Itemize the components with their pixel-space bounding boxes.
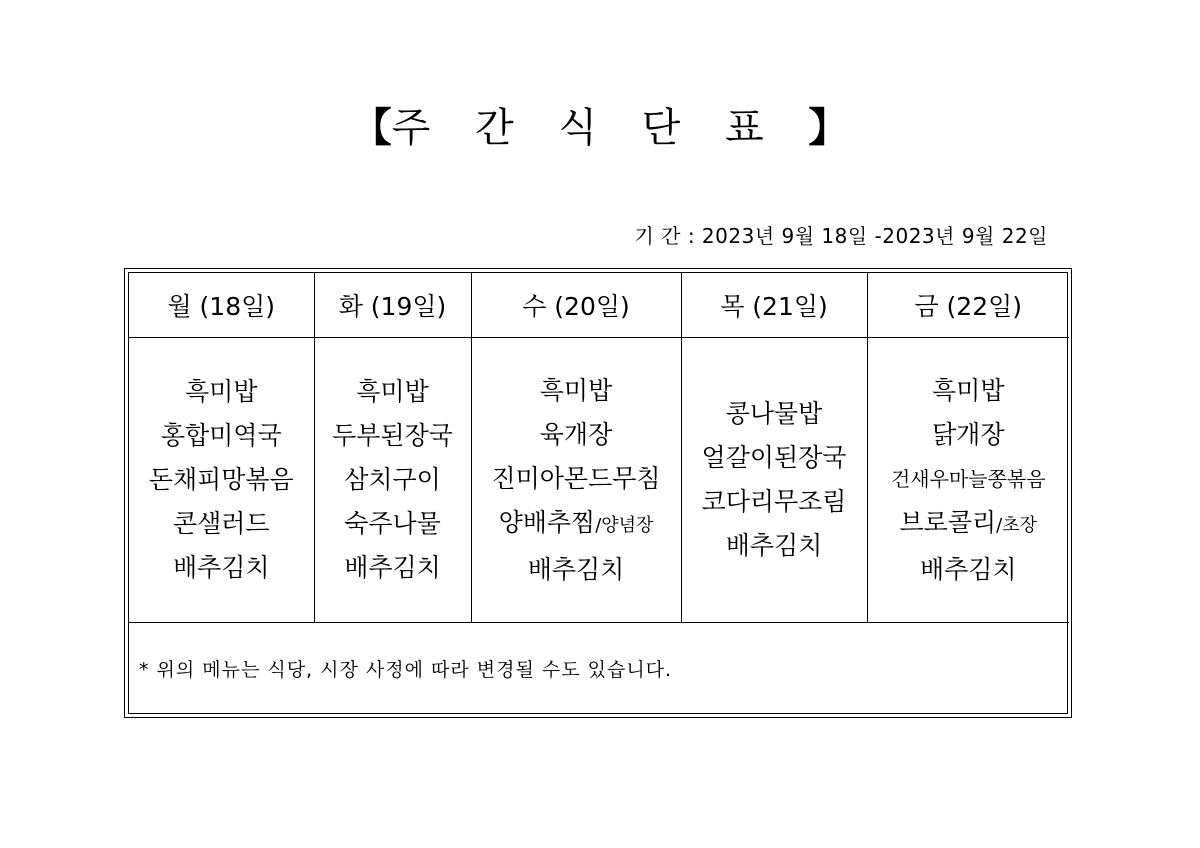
menu-cell-wed xyxy=(471,338,681,623)
menu-item: 삼치구이 xyxy=(344,465,441,494)
menu-list-tue xyxy=(315,370,471,590)
page-title xyxy=(0,96,1200,153)
menu-list-fri xyxy=(868,369,1070,592)
menu-item xyxy=(472,501,681,548)
title-bracket-close: 】 xyxy=(808,105,849,151)
menu-item: 흑미밥 xyxy=(932,375,1005,405)
menu-item: 배추김치 xyxy=(527,554,625,584)
menu-item-main: 양배추찜 xyxy=(498,507,596,537)
menu-list-thu xyxy=(682,392,867,568)
menu-item: 얼갈이된장국 xyxy=(701,443,847,472)
title-bracket-open: 【 xyxy=(351,105,392,151)
menu-item: 홍합미역국 xyxy=(160,421,282,450)
menu-item: 콘샐러드 xyxy=(172,509,270,538)
day-header-mon: 월 (18일) xyxy=(129,273,314,338)
menu-item-sauce: /초장 xyxy=(996,514,1037,536)
menu-row xyxy=(129,338,1069,623)
note-row xyxy=(129,623,1069,714)
menu-item xyxy=(868,501,1070,548)
menu-item: 코다리무조림 xyxy=(701,487,847,516)
menu-item: 닭개장 xyxy=(932,419,1005,449)
day-header-wed: 수 (20일) xyxy=(471,273,681,338)
menu-item: 흑미밥 xyxy=(356,377,429,406)
menu-item: 육개장 xyxy=(539,419,613,449)
day-header-fri: 금 (22일) xyxy=(867,273,1069,338)
menu-item-sauce: /양념장 xyxy=(595,514,654,536)
menu-change-note: * 위의 메뉴는 식당, 시장 사정에 따라 변경될 수도 있습니다. xyxy=(129,623,1069,714)
menu-item: 배추김치 xyxy=(919,554,1017,584)
menu-cell-tue xyxy=(314,338,471,623)
menu-item: 배추김치 xyxy=(725,531,823,560)
menu-item: 콩나물밥 xyxy=(725,399,823,428)
menu-item: 흑미밥 xyxy=(539,375,613,405)
menu-table-frame xyxy=(124,268,1072,718)
menu-table-inner xyxy=(128,272,1068,714)
day-header-tue: 화 (19일) xyxy=(314,273,471,338)
menu-item: 흑미밥 xyxy=(185,377,258,406)
title-text: 주 간 식 단 표 xyxy=(391,105,780,151)
menu-list-wed xyxy=(472,369,681,592)
menu-cell-fri xyxy=(867,338,1069,623)
menu-item: 숙주나물 xyxy=(344,509,441,538)
menu-item-main: 브로콜리 xyxy=(899,507,997,537)
weekly-menu-table xyxy=(129,273,1069,713)
menu-item: 배추김치 xyxy=(344,553,441,582)
menu-item: 건새우마늘쫑볶음 xyxy=(890,466,1046,491)
menu-cell-thu xyxy=(681,338,867,623)
menu-item: 진미아몬드무침 xyxy=(491,463,661,493)
menu-item: 돈채피망볶음 xyxy=(148,465,294,494)
menu-item: 두부된장국 xyxy=(332,421,453,450)
menu-cell-mon xyxy=(129,338,314,623)
menu-list-mon xyxy=(129,370,314,590)
day-header-row xyxy=(129,273,1069,338)
menu-item: 배추김치 xyxy=(172,553,270,582)
menu-period: 기 간 : 2023년 9월 18일 -2023년 9월 22일 xyxy=(634,224,1048,248)
day-header-thu: 목 (21일) xyxy=(681,273,867,338)
